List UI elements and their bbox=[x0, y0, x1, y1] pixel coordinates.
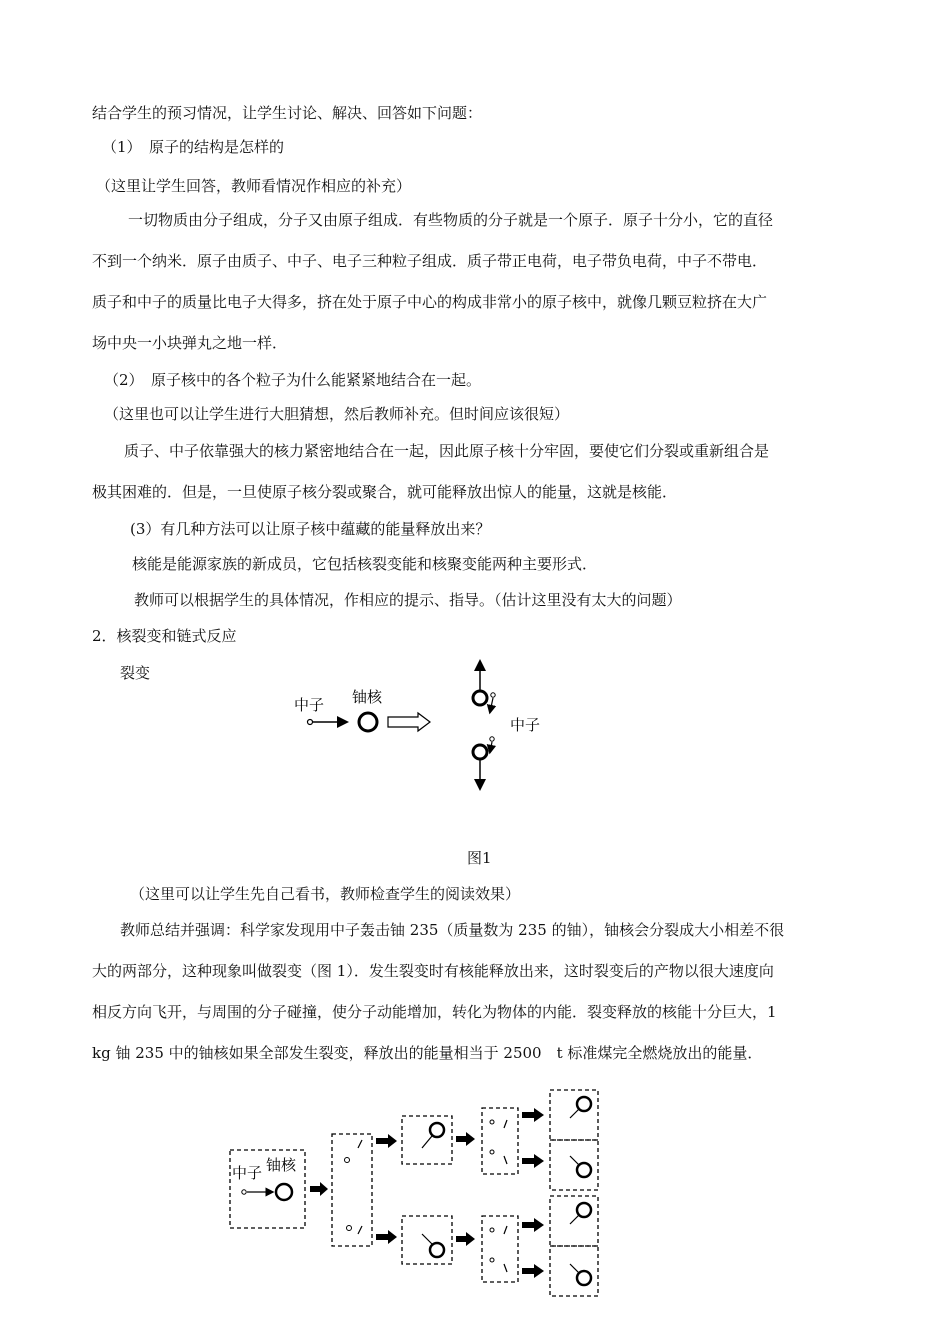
text-line: kg 铀 235 中的铀核如果全部发生裂变，释放出的能量相当于 2500 t 标准煤完全燃烧放出的能量． bbox=[92, 1044, 763, 1062]
subheading-fission: 裂变 bbox=[120, 664, 151, 682]
figure-caption: 图1 bbox=[467, 849, 492, 867]
uranium-label: 铀核 bbox=[352, 688, 383, 706]
text-line: 相反方向飞开，与周围的分子碰撞，使分子动能增加，转化为物体的内能．裂变释放的核能十分巨大，1 bbox=[92, 1003, 777, 1021]
text-line: 一切物质由分子组成，分子又由原子组成．有些物质的分子就是一个原子．原子十分小，它的直径 bbox=[128, 211, 774, 229]
section-heading: 2．核裂变和链式反应 bbox=[92, 627, 237, 645]
text-line: 教师可以根据学生的具体情况，作相应的提示、指导。（估计这里没有太大的问题） bbox=[134, 591, 682, 609]
question-2: （2） 原子核中的各个粒子为什么能紧紧地结合在一起。 bbox=[104, 371, 482, 389]
text-line: 大的两部分，这种现象叫做裂变（图 1）．发生裂变时有核能释放出来，这时裂变后的产物以很大速度向 bbox=[92, 962, 774, 980]
note-line: （这里让学生回答，教师看情况作相应的补充） bbox=[96, 177, 412, 195]
uranium-nucleus-icon bbox=[276, 1184, 292, 1200]
fragment-icon bbox=[473, 745, 487, 759]
note-line: （这里可以让学生先自己看书，教师检查学生的阅读效果） bbox=[130, 885, 521, 903]
uranium-nucleus-icon bbox=[359, 713, 377, 731]
question-1: （1） 原子的结构是怎样的 bbox=[102, 138, 285, 156]
text-line: 场中央一小块弹丸之地一样． bbox=[92, 334, 288, 352]
text-line: 极其困难的．但是，一旦使原子核分裂或聚合，就可能释放出惊人的能量，这就是核能． bbox=[92, 483, 678, 501]
hollow-arrow-icon bbox=[388, 713, 430, 731]
figure-1-fission-diagram bbox=[280, 652, 570, 802]
text-line: 质子和中子的质量比电子大得多，挤在处于原子中心的构成非常小的原子核中，就像几颗豆粒挤在大广 bbox=[92, 293, 768, 311]
text-line: 核能是能源家族的新成员，它包括核裂变能和核聚变能两种主要形式． bbox=[132, 555, 598, 573]
figure-2-chain-reaction-diagram bbox=[222, 1088, 606, 1298]
question-3: (3）有几种方法可以让原子核中蕴藏的能量释放出来？ bbox=[130, 520, 491, 538]
neutron-label: 中子 bbox=[232, 1164, 263, 1182]
product-neutron-label: 中子 bbox=[510, 716, 541, 734]
text-line: 不到一个纳米．原子由质子、中子、电子三种粒子组成．质子带正电荷，电子带负电荷，中子不带电． bbox=[92, 252, 768, 270]
text-line: 质子、中子依靠强大的核力紧密地结合在一起，因此原子核十分牢固，要使它们分裂或重新组合是 bbox=[124, 442, 770, 460]
note-line: （这里也可以让学生进行大胆猜想，然后教师补充。但时间应该很短） bbox=[104, 405, 570, 423]
neutron-label: 中子 bbox=[294, 696, 325, 714]
uranium-label: 铀核 bbox=[266, 1156, 297, 1174]
neutron-icon bbox=[308, 720, 313, 725]
fragment-icon bbox=[473, 691, 487, 705]
text-line: 结合学生的预习情况，让学生讨论、解决、回答如下问题： bbox=[92, 104, 483, 122]
text-line: 教师总结并强调：科学家发现用中子轰击铀 235（质量数为 235 的铀），铀核会分裂成大小相差不很 bbox=[120, 921, 785, 939]
